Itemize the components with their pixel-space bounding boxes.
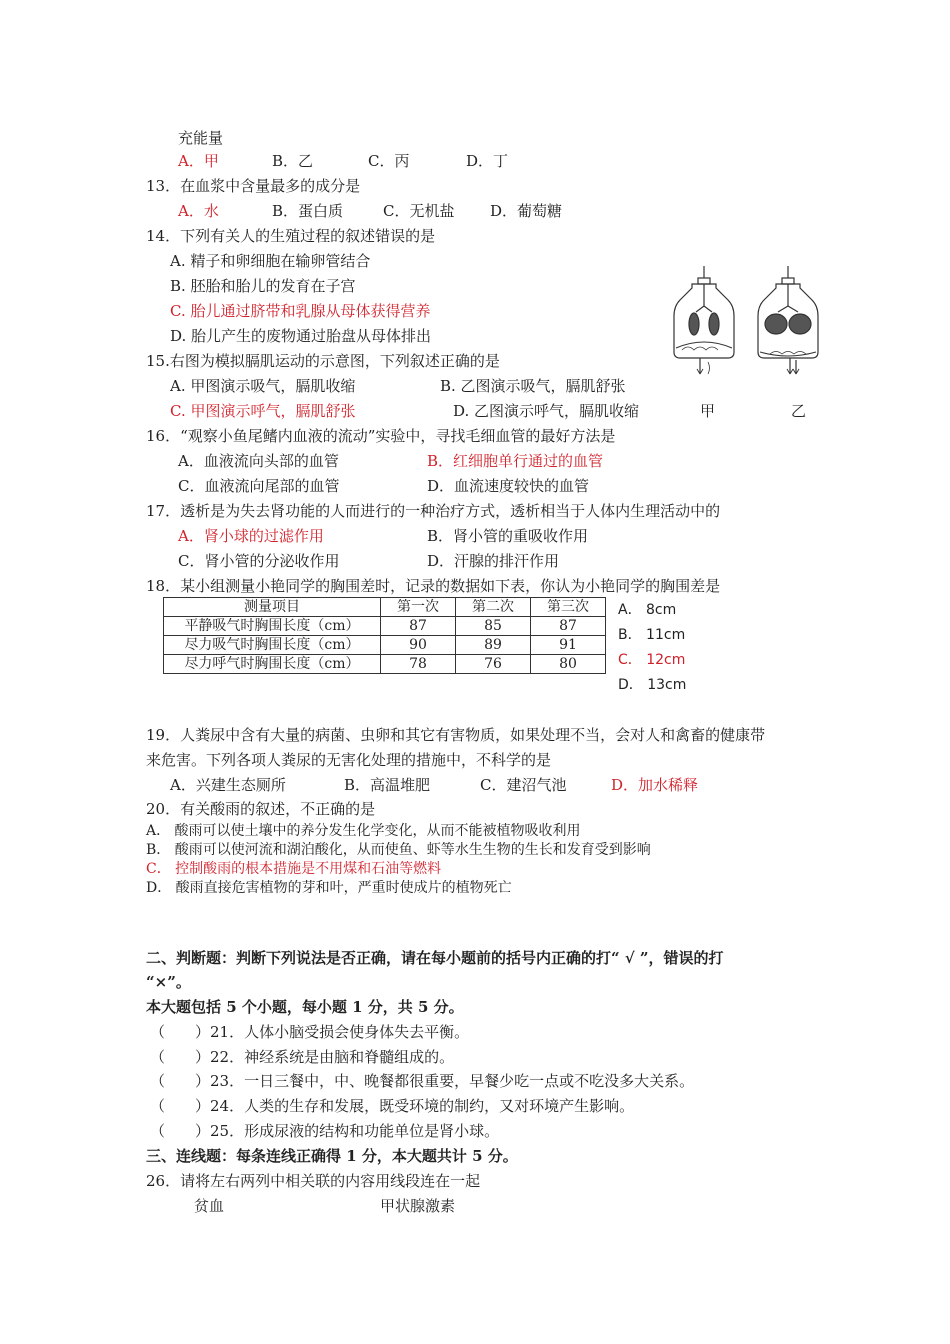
q13-option-b: B．蛋白质 [272,202,344,220]
q20-option-c: C． 控制酸雨的根本措施是不用煤和石油等燃料 [146,861,442,877]
q12-option-c: C．丙 [368,152,410,170]
q13-option-a: A．水 [178,202,219,220]
match-right-item: 甲状腺激素 [380,1197,456,1215]
bell-jar-yi [758,266,818,374]
q12-option-a: A．甲 [178,152,219,170]
section2-title-line2: “×”。 [146,973,191,991]
chest-measurement-table [163,597,606,674]
q13-stem: 13．在血浆中含量最多的成分是 [146,177,361,195]
table-cell: 80 [531,655,606,674]
section2-title-line1: 二、判断题：判断下列说法是否正确，请在每小题前的括号内正确的打“ √ ”，错误的打 [146,949,724,967]
judge-item-21: （ ）21．人体小脑受损会使身体失去平衡。 [150,1023,470,1041]
q13-option-d: D．葡萄糖 [490,202,563,220]
table-header-cell: 第一次 [381,598,456,617]
q19-stem-line1: 19．人粪尿中含有大量的病菌、虫卵和其它有害物质，如果处理不当，会对人和禽畜的健康带 [146,726,766,744]
q15-option-a: A. 甲图演示吸气，膈肌收缩 [170,377,356,395]
table-cell: 85 [456,617,531,636]
table-row [164,617,606,636]
q19-option-a: A．兴建生态厕所 [170,776,286,794]
q16-option-b: B．红细胞单行通过的血管 [427,452,604,470]
q16-option-c: C．血液流向尾部的血管 [178,477,340,495]
q15-fig-label-yi: 乙 [791,402,807,420]
q15-option-c: C. 甲图演示呼气，膈肌舒张 [170,402,356,420]
table-cell: 78 [381,655,456,674]
q16-option-a: A．血液流向头部的血管 [178,452,339,470]
q16-option-d: D．血流速度较快的血管 [427,477,590,495]
q12-option-b: B．乙 [272,152,314,170]
table-cell: 尽力呼气时胸围长度（cm） [164,655,381,674]
q15-option-d: D. 乙图演示呼气，膈肌收缩 [453,402,640,420]
table-cell: 90 [381,636,456,655]
q18-stem: 18．某小组测量小艳同学的胸围差时，记录的数据如下表，你认为小艳同学的胸围差是 [146,577,721,595]
table-header-cell: 第二次 [456,598,531,617]
q15-fig-label-jia: 甲 [700,402,716,420]
q19-option-b: B．高温堆肥 [344,776,431,794]
table-cell: 91 [531,636,606,655]
judge-item-23: （ ）23．一日三餐中，中、晚餐都很重要，早餐少吃一点或不吃没多大关系。 [150,1072,695,1090]
q19-option-d: D．加水稀释 [611,776,699,794]
q18-option-d: D． 13cm [618,677,687,693]
q14-option-b: B. 胚胎和胎儿的发育在子宫 [170,277,356,295]
table-row [164,636,606,655]
judge-item-22: （ ）22．神经系统是由脑和脊髓组成的。 [150,1048,455,1066]
judge-item-25: （ ）25．形成尿液的结构和功能单位是肾小球。 [150,1122,500,1140]
table-header-row [164,598,606,617]
bell-jar-jia [674,266,734,374]
q16-stem: 16．“观察小鱼尾鳍内血液的流动”实验中，寻找毛细血管的最好方法是 [146,427,616,445]
q20-option-b: B． 酸雨可以使河流和湖泊酸化，从而使鱼、虾等水生生物的生长和发育受到影响 [146,842,651,858]
table-cell: 尽力吸气时胸围长度（cm） [164,636,381,655]
q15-option-b: B. 乙图演示吸气，膈肌舒张 [440,377,626,395]
table-row [164,655,606,674]
q12-continuation: 充能量 [178,129,224,147]
q20-option-d: D． 酸雨直接危害植物的芽和叶，严重时使成片的植物死亡 [146,880,512,896]
q17-option-d: D．汗腺的排汗作用 [427,552,560,570]
section2-subtitle: 本大题包括 5 个小题，每小题 1 分，共 5 分。 [146,998,464,1016]
q18-option-a: A． 8cm [618,602,677,618]
q14-option-c: C. 胎儿通过脐带和乳腺从母体获得营养 [170,302,431,320]
table-cell: 平静吸气时胸围长度（cm） [164,617,381,636]
q17-option-b: B．肾小管的重吸收作用 [427,527,589,545]
q17-option-a: A．肾小球的过滤作用 [178,527,324,545]
table-cell: 87 [531,617,606,636]
diaphragm-model-figure [672,266,832,386]
q15-stem: 15.右图为模拟膈肌运动的示意图，下列叙述正确的是 [146,352,500,370]
q14-option-d: D. 胎儿产生的废物通过胎盘从母体排出 [170,327,432,345]
q26-stem: 26．请将左右两列中相关联的内容用线段连在一起 [146,1172,481,1190]
q18-option-c: C． 12cm [618,652,686,668]
table-cell: 89 [456,636,531,655]
q12-option-d: D．丁 [466,152,509,170]
table-cell: 87 [381,617,456,636]
q19-option-c: C．建沼气池 [480,776,567,794]
section3-title: 三、连线题：每条连线正确得 1 分，本大题共计 5 分。 [146,1147,518,1165]
q17-stem: 17．透析是为失去肾功能的人而进行的一种治疗方式，透析相当于人体内生理活动中的 [146,502,721,520]
q14-option-a: A. 精子和卵细胞在输卵管结合 [170,252,371,270]
q20-stem: 20．有关酸雨的叙述，不正确的是 [146,800,376,818]
match-left-item: 贫血 [194,1197,225,1215]
q18-option-b: B． 11cm [618,627,686,643]
table-cell: 76 [456,655,531,674]
table-header-cell: 测量项目 [164,598,381,617]
q14-stem: 14．下列有关人的生殖过程的叙述错误的是 [146,227,436,245]
q19-stem-line2: 来危害。下列各项人粪尿的无害化处理的措施中，不科学的是 [146,751,552,769]
q13-option-c: C．无机盐 [383,202,455,220]
q20-option-a: A． 酸雨可以使土壤中的养分发生化学变化，从而不能被植物吸收利用 [146,823,581,839]
q17-option-c: C．肾小管的分泌收作用 [178,552,340,570]
judge-item-24: （ ）24．人类的生存和发展，既受环境的制约，又对环境产生影响。 [150,1097,635,1115]
table-header-cell: 第三次 [531,598,606,617]
